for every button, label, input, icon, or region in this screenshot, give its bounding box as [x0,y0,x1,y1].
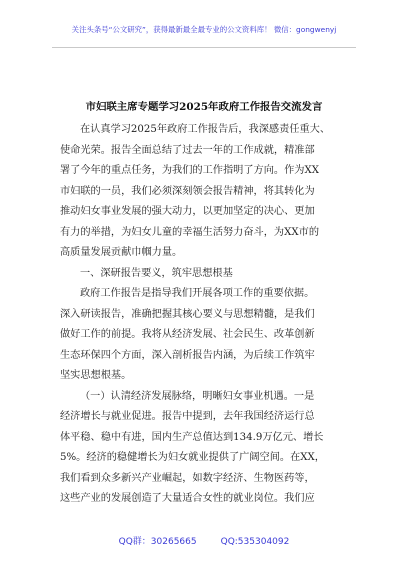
qq-group-text: QQ群：30265665 [118,537,197,547]
document-title: 市妇联主席专题学习2025年政府工作报告交流发言 [85,101,323,113]
paragraph-line: 体平稳、稳中有进，国内生产总值达到134.9万亿元、增长 [60,431,324,443]
paragraph-line: 署了今年的重点任务，为我们的工作指明了方向。作为XX [60,165,320,176]
paragraph-line: 有力的举措，为妇女儿童的幸福生活努力奋斗，为XX市的 [60,226,320,238]
qq-contact-text: QQ:535304092 [220,537,290,547]
paragraph-line: 我们看到众多新兴产业崛起，如数字经济、生物医药等， [60,472,315,484]
paragraph-line: 推动妇女事业发展的强大动力，以更加坚定的决心、更加 [60,206,315,217]
paragraph-line: 5%。经济的稳健增长为妇女就业提供了广阔空间。在XX， [60,452,325,463]
banner-divider [52,47,356,48]
footer-contacts [0,534,408,547]
section-heading: 一、深研报告要义，筑牢思想根基 [80,267,233,279]
paragraph-line: 使命光荣。报告全面总结了过去一年的工作成就，精准部 [60,144,315,156]
paragraph-line: 经济增长与就业促进。报告中提到，去年我国经济运行总 [60,411,315,422]
paragraph-line: 在认真学习2025年政府工作报告后，我深感责任重大、 [80,124,331,135]
promo-banner: 关注头条号“公文研究”，获得最新最全最专业的公文资料库！ 微信：gongwenyj [71,25,337,34]
document-body [60,120,350,510]
paragraph-line: 这些产业的发展创造了大量适合女性的就业岗位。我们应 [60,493,315,504]
paragraph-line: 坚实思想根基。 [60,370,132,381]
paragraph-line: 高质量发展贡献巾帼力量。 [60,247,183,258]
paragraph-line: 政府工作报告是指导我们开展各项工作的重要依据。 [80,288,315,299]
paragraph-line: 深入研读报告，准确把握其核心要义与思想精髓，是我们 [60,308,315,320]
paragraph-line: 生态环保四个方面，深入剖析报告内涵，为后续工作筑牢 [60,349,315,361]
paragraph-line: 做好工作的前提。我将从经济发展、社会民生、改革创新 [60,329,315,340]
subsection-line: （一）认清经济发展脉络，明晰妇女事业机遇。一是 [80,390,315,402]
paragraph-line: 市妇联的一员，我们必须深刻领会报告精神，将其转化为 [60,185,315,197]
